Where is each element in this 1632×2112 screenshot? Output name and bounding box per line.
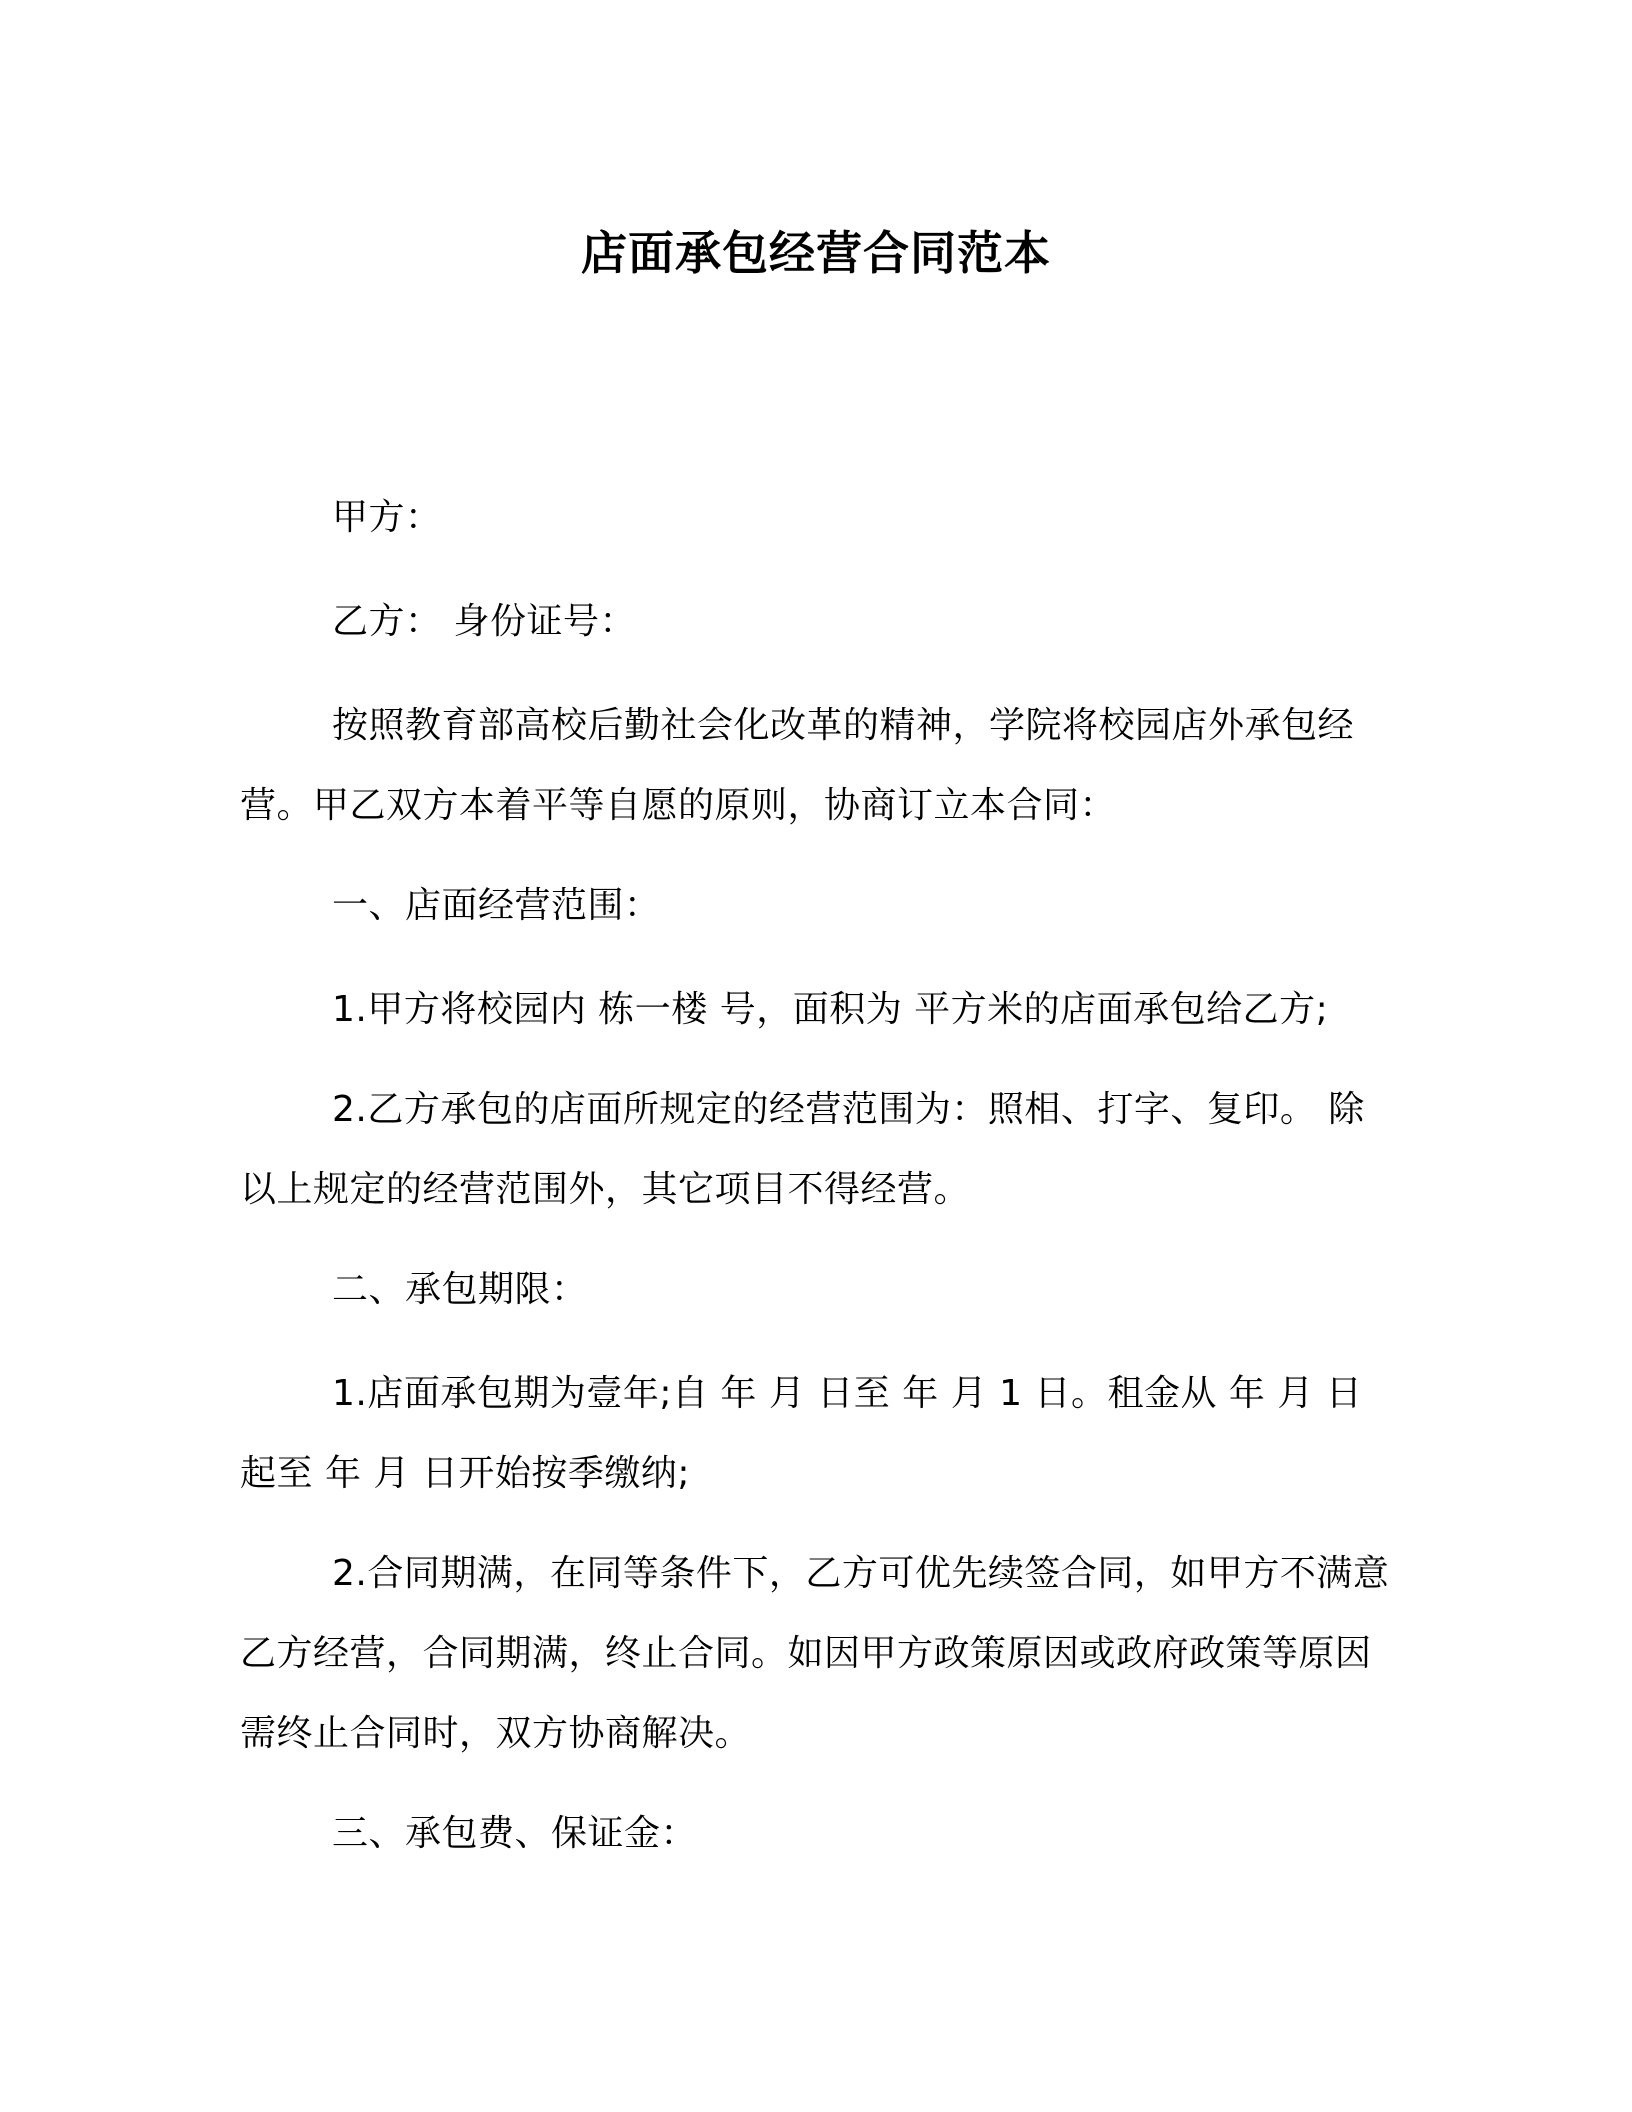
section-heading-term: 二、承包期限：	[332, 1269, 588, 1310]
section-heading-scope: 一、店面经营范围：	[332, 885, 661, 926]
term-clause-2: 2.合同期满，在同等条件下，乙方可优先续签合同，如甲方不满意乙方经营，合同期满，终止合同。如因甲方政策原因或政府政策等原因需终止合同时，双方协商解决。	[240, 1553, 1390, 1754]
document-title: 店面承包经营合同范本	[581, 226, 1051, 280]
section-heading-fees: 三、承包费、保证金：	[332, 1813, 698, 1854]
party-a-line: 甲方：	[332, 497, 442, 538]
scope-clause-1: 1.甲方将校园内 栋一楼 号，面积为 平方米的店面承包给乙方;	[332, 989, 1329, 1030]
scope-clause-2: 2.乙方承包的店面所规定的经营范围为：照相、打字、复印。 除以上规定的经营范围外，其它项目不得经营。	[240, 1089, 1365, 1210]
term-clause-1: 1.店面承包期为壹年;自 年 月 日至 年 月 1 日。租金从 年 月 日起至 年 月 日开始按季缴纳;	[240, 1373, 1363, 1494]
party-b-line: 乙方： 身份证号：	[332, 601, 636, 642]
preamble-paragraph: 按照教育部高校后勤社会化改革的精神，学院将校园店外承包经营。甲乙双方本着平等自愿的原则，协商订立本合同：	[240, 705, 1355, 826]
